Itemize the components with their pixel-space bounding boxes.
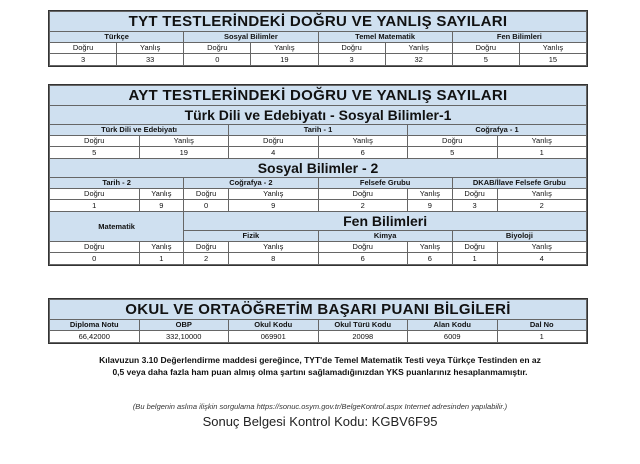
ayt-cografya1-yanlis: 1 [497,147,587,159]
ayt-title: AYT TESTLERİNDEKİ DOĞRU VE YANLIŞ SAYILARI [50,86,587,106]
obp-value-obp: 332,10000 [139,331,229,343]
yanlis-label: Yanlış [385,43,452,54]
yanlis-label: Yanlış [229,242,319,253]
tyt-subject-fen: Fen Bilimleri [452,32,586,43]
yanlis-label: Yanlış [497,136,587,147]
warning-note [30,354,610,378]
ayt-matematik-yanlis: 1 [139,253,184,265]
ayt-fen-title: Fen Bilimleri [184,212,587,231]
obp-header-alan-kodu: Alan Kodu [408,320,498,331]
dogru-label: Doğru [452,43,519,54]
dogru-label: Doğru [184,189,229,200]
ayt-subject-fizik: Fizik [184,231,318,242]
obp-value-dal-no: 1 [497,331,587,343]
dogru-label: Doğru [50,242,140,253]
ayt-matematik-dogru: 0 [50,253,140,265]
ayt-subject-kimya: Kimya [318,231,452,242]
tyt-sosyal-yanlis: 19 [251,54,318,66]
obp-header-obp: OBP [139,320,229,331]
obp-value-alan-kodu: 6009 [408,331,498,343]
obp-table [48,298,588,344]
tyt-sosyal-dogru: 0 [184,54,251,66]
ayt-table [48,84,588,266]
tyt-fen-dogru: 5 [452,54,519,66]
ayt-dkab-yanlis: 2 [497,200,587,212]
dogru-label: Doğru [452,242,497,253]
warning-note-line-1: Kılavuzun 3.10 Değerlendirme maddesi gereğince, TYT'de Temel Matematik Testi veya Türkçe Testinden en az [99,355,541,365]
yanlis-label: Yanlış [318,136,408,147]
ayt-dkab-dogru: 3 [452,200,497,212]
obp-title: OKUL VE ORTAÖĞRETİM BAŞARI PUANI BİLGİLERİ [50,300,587,320]
obp-value-diploma: 66,42000 [50,331,140,343]
dogru-label: Doğru [184,43,251,54]
tyt-subject-sosyal: Sosyal Bilimler [184,32,318,43]
ayt-biyoloji-yanlis: 4 [497,253,587,265]
ayt-subject-felsefe: Felsefe Grubu [318,178,452,189]
ayt-subject-cografya1: Coğrafya - 1 [408,125,587,136]
yanlis-label: Yanlış [117,43,184,54]
yanlis-label: Yanlış [229,189,319,200]
tyt-subject-turkce: Türkçe [50,32,184,43]
control-code: Sonuç Belgesi Kontrol Kodu: KGBV6F95 [202,414,438,429]
tyt-turkce-dogru: 3 [50,54,117,66]
dogru-label: Doğru [318,189,408,200]
tyt-turkce-yanlis: 33 [117,54,184,66]
yanlis-label: Yanlış [251,43,318,54]
ayt-subject-tarih2: Tarih - 2 [50,178,184,189]
yanlis-label: Yanlış [139,242,184,253]
dogru-label: Doğru [408,136,498,147]
obp-header-diploma: Diploma Notu [50,320,140,331]
yanlis-label: Yanlış [139,189,184,200]
yanlis-label: Yanlış [139,136,229,147]
ayt-subject-dkab: DKAB/İlave Felsefe Grubu [452,178,586,189]
obp-header-okul-turu: Okul Türü Kodu [318,320,408,331]
dogru-label: Doğru [452,189,497,200]
tyt-matematik-yanlis: 32 [385,54,452,66]
ayt-felsefe-yanlis: 9 [408,200,453,212]
dogru-label: Doğru [184,242,229,253]
ayt-cografya2-yanlis: 9 [229,200,319,212]
ayt-subject-cografya2: Coğrafya - 2 [184,178,318,189]
dogru-label: Doğru [318,43,385,54]
ayt-edebiyat-yanlis: 19 [139,147,229,159]
ayt-cografya1-dogru: 5 [408,147,498,159]
ayt-tarih1-dogru: 4 [229,147,319,159]
ayt-biyoloji-dogru: 1 [452,253,497,265]
ayt-fizik-yanlis: 8 [229,253,319,265]
dogru-label: Doğru [50,136,140,147]
yanlis-label: Yanlış [408,242,453,253]
ayt-subject-matematik: Matematik [50,212,184,242]
tyt-title: TYT TESTLERİNDEKİ DOĞRU VE YANLIŞ SAYILARI [50,12,587,32]
ayt-subject-edebiyat: Türk Dili ve Edebiyatı [50,125,229,136]
yanlis-label: Yanlış [519,43,586,54]
ayt-tarih1-yanlis: 6 [318,147,408,159]
tyt-subject-matematik: Temel Matematik [318,32,452,43]
ayt-tarih2-dogru: 1 [50,200,140,212]
ayt-section1-title: Türk Dili ve Edebiyatı - Sosyal Bilimler-1 [50,106,587,125]
tyt-fen-yanlis: 15 [519,54,586,66]
ayt-subject-tarih1: Tarih - 1 [229,125,408,136]
tyt-matematik-dogru: 3 [318,54,385,66]
ayt-fizik-dogru: 2 [184,253,229,265]
dogru-label: Doğru [318,242,408,253]
ayt-cografya2-dogru: 0 [184,200,229,212]
ayt-kimya-yanlis: 6 [408,253,453,265]
ayt-tarih2-yanlis: 9 [139,200,184,212]
obp-value-okul-turu: 20098 [318,331,408,343]
ayt-section2-title: Sosyal Bilimler - 2 [50,159,587,178]
yanlis-label: Yanlış [408,189,453,200]
ayt-edebiyat-dogru: 5 [50,147,140,159]
tyt-table [48,10,588,67]
ayt-subject-biyoloji: Biyoloji [452,231,586,242]
dogru-label: Doğru [50,189,140,200]
ayt-felsefe-dogru: 2 [318,200,408,212]
obp-header-okul-kodu: Okul Kodu [229,320,319,331]
dogru-label: Doğru [229,136,319,147]
yanlis-label: Yanlış [497,189,587,200]
dogru-label: Doğru [50,43,117,54]
ayt-kimya-dogru: 6 [318,253,408,265]
verification-text: (Bu belgenin aslına ilişkin sorgulama https://sonuc.osym.gov.tr/BelgeKontrol.aspx Internet adresinden yapılabilir.) [132,402,508,411]
warning-note-line-2: 0,5 veya daha fazla ham puan almış olma şartını sağlamadığınızdan YKS puanlarınız hesaplanmamıştır. [112,367,528,377]
obp-header-dal-no: Dal No [497,320,587,331]
yanlis-label: Yanlış [497,242,587,253]
obp-value-okul-kodu: 069901 [229,331,319,343]
